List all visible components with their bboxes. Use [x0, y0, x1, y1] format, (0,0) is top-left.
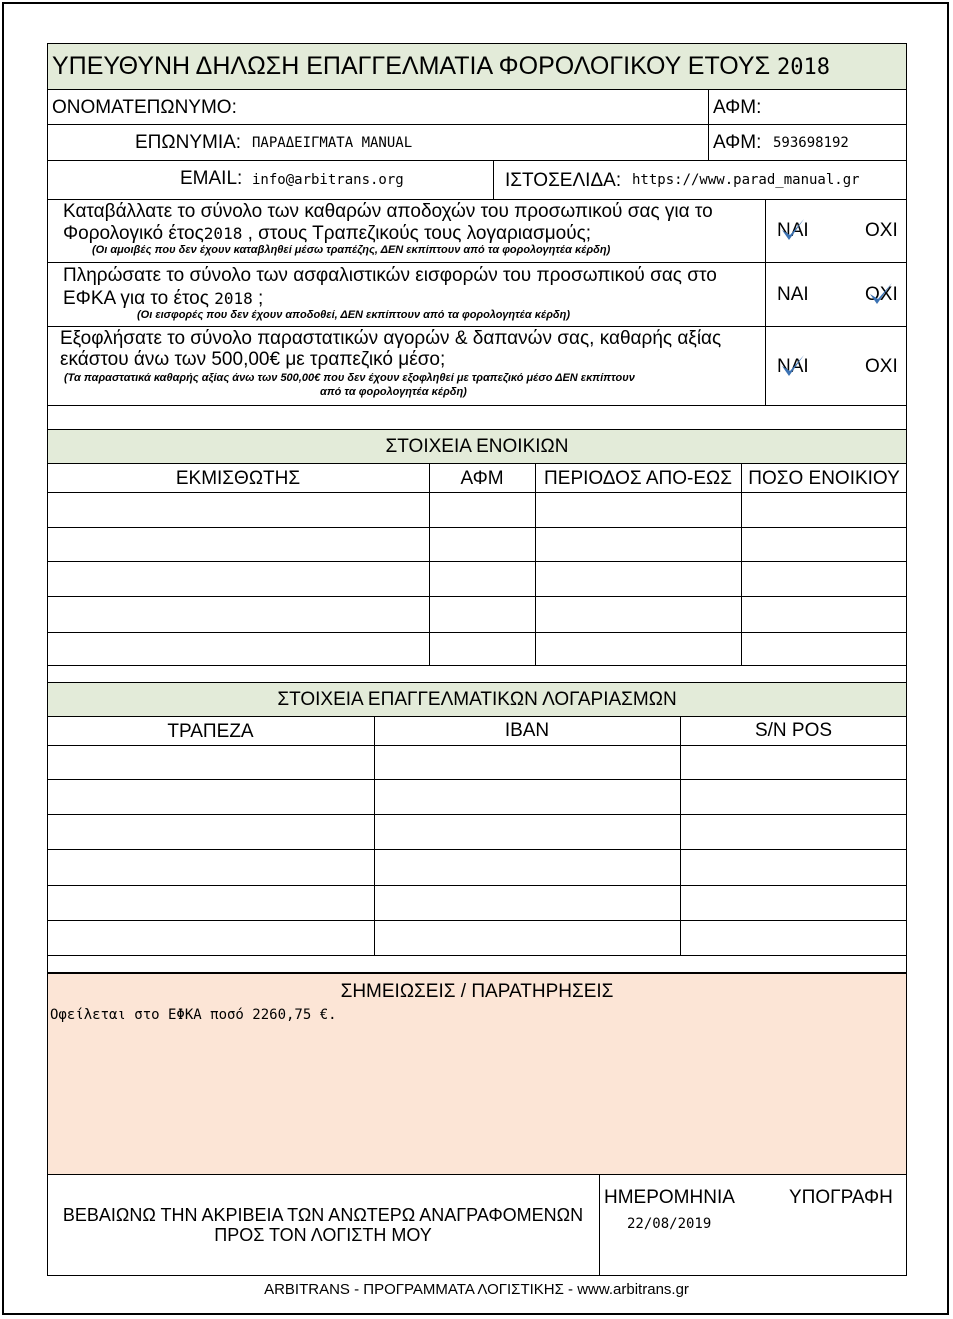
question-2-yes[interactable]: ΝΑΙ — [777, 284, 809, 305]
notes-title: ΣΗΜΕΙΩΣΕΙΣ / ΠΑΡΑΤΗΡΗΣΕΙΣ — [340, 981, 614, 1002]
question-3-note-2: από τα φορολογητέα κέρδη) — [320, 386, 467, 398]
fullname-label: ΟΝΟΜΑΤΕΠΩΝΥΜΟ: — [52, 97, 237, 118]
page-footer: ARBITRANS - ΠΡΟΓΡΑΜΜΑΤΑ ΛΟΓΙΣΤΙΚΗΣ - www.arbitrans.gr — [264, 1281, 689, 1298]
table-row[interactable] — [52, 857, 902, 879]
question-1-no[interactable]: ΟΧΙ — [865, 220, 898, 241]
question-2-no-check-icon — [867, 280, 895, 308]
rentals-header-afm: ΑΦΜ — [460, 468, 504, 489]
afm2-label: ΑΦΜ: — [713, 132, 762, 153]
question-3-note: (Τα παραστατικά καθαρής αξίας άνω των 500,00€ που δεν έχουν εξοφληθεί με τραπεζικό μέσο ΔΕΝ εκπίπτουν — [64, 372, 635, 384]
title-year: 2018 — [777, 55, 830, 80]
date-field[interactable]: 22/08/2019 — [627, 1216, 712, 1232]
table-row[interactable] — [52, 639, 902, 661]
accounts-header-bank: ΤΡΑΠΕΖΑ — [167, 721, 254, 742]
confirm-text-line1: ΒΕΒΑΙΩΝΩ ΤΗΝ ΑΚΡΙΒΕΙΑ ΤΩΝ ΑΝΩΤΕΡΩ ΑΝΑΓΡΑΦΟΜΕΝΩΝ — [62, 1205, 584, 1225]
confirm-text-line2: ΠΡΟΣ ΤΟΝ ΛΟΓΙΣΤΗ ΜΟΥ — [214, 1225, 432, 1245]
spacer-row — [47, 405, 907, 429]
fullname-field[interactable] — [250, 97, 700, 119]
company-field[interactable]: ΠΑΡΑΔΕΙΓΜΑΤΑ MANUAL — [252, 135, 413, 151]
notes-text: Οφείλεται στο ΕΦΚΑ ποσό 2260,75 €. — [50, 1007, 337, 1023]
website-label: ΙΣΤΟΣΕΛΙΔΑ: — [505, 170, 622, 191]
table-row[interactable] — [52, 821, 902, 843]
question-3-line2: εκάστου άνω των 500,00€ με τραπεζικό μέσο; — [60, 349, 446, 370]
company-label: ΕΠΩΝΥΜΙΑ: — [135, 132, 242, 153]
afm-field[interactable] — [770, 97, 900, 119]
table-row[interactable] — [52, 786, 902, 808]
afm-label: ΑΦΜ: — [713, 97, 762, 118]
accounts-header-iban: IBAN — [504, 720, 550, 741]
question-2-note: (Οι εισφορές που δεν έχουν αποδοθεί, ΔΕΝ εκπίπτουν από τα φορολογητέα κέρδη) — [137, 309, 570, 321]
rentals-header-amount: ΠΟΣΟ ΕΝΟΙΚΙΟΥ — [748, 468, 900, 489]
question-3-yes[interactable]: ΝΑΙ — [777, 356, 809, 377]
question-2-line1: Πληρώσατε το σύνολο των ασφαλιστικών εισφορών του προσωπικού σας στο — [63, 265, 717, 286]
table-row[interactable] — [52, 892, 902, 914]
table-row[interactable] — [52, 604, 902, 626]
question-2-line2: ΕΦΚΑ για το έτος 2018 ; — [63, 288, 264, 309]
page-title: ΥΠΕΥΘΥΝΗ ΔΗΛΩΣΗ ΕΠΑΓΓΕΛΜΑΤΙΑ ΦΟΡΟΛΟΓΙΚΟΥ ΕΤΟΥΣ 2018 — [52, 52, 830, 80]
email-label: EMAIL: — [180, 168, 243, 189]
rentals-header-lessor: ΕΚΜΙΣΘΩΤΗΣ — [175, 468, 301, 489]
accounts-title: ΣΤΟΙΧΕΙΑ ΕΠΑΓΓΕΛΜΑΤΙΚΩΝ ΛΟΓΑΡΙΑΣΜΩΝ — [277, 689, 677, 710]
spacer-row — [47, 666, 907, 682]
afm2-field[interactable]: 593698192 — [773, 135, 849, 151]
website-field[interactable]: https://www.parad_manual.gr — [632, 172, 860, 188]
table-row[interactable] — [52, 534, 902, 556]
table-row[interactable] — [52, 568, 902, 590]
question-2-no[interactable]: ΟΧΙ — [865, 284, 898, 305]
question-3-line1: Εξοφλήσατε το σύνολο παραστατικών αγορών & δαπανών σας, καθαρής αξίας — [60, 328, 722, 349]
table-row[interactable] — [52, 927, 902, 949]
question-3-no[interactable]: ΟΧΙ — [865, 356, 898, 377]
table-row[interactable] — [52, 752, 902, 774]
accounts-header-pos: S/N POS — [754, 720, 833, 741]
signature-label: ΥΠΟΓΡΑΦΗ — [789, 1187, 893, 1208]
question-1-yes[interactable]: ΝΑΙ — [777, 220, 809, 241]
table-row[interactable] — [52, 500, 902, 522]
question-1-line1: Καταβάλλατε το σύνολο των καθαρών αποδοχών του προσωπικού σας για το — [63, 201, 713, 222]
question-3-yes-check-icon — [779, 352, 807, 380]
rentals-header-period: ΠΕΡΙΟΔΟΣ ΑΠΟ-ΕΩΣ — [544, 468, 732, 489]
rentals-table — [47, 464, 907, 666]
date-label: ΗΜΕΡΟΜΗΝΙΑ — [604, 1187, 735, 1208]
rentals-title: ΣΤΟΙΧΕΙΑ ΕΝΟΙΚΙΩΝ — [385, 436, 569, 457]
question-1-line2: Φορολογικό έτος2018 , στους Τραπεζικούς τους λογαριασμούς; — [63, 223, 592, 244]
question-1-yes-check-icon — [779, 216, 807, 244]
question-1-note: (Οι αμοιβές που δεν έχουν καταβληθεί μέσω τραπέζης, ΔΕΝ εκπίπτουν από τα φορολογητέα κέρδη) — [92, 244, 611, 256]
email-field[interactable]: info@arbitrans.org — [252, 172, 404, 188]
